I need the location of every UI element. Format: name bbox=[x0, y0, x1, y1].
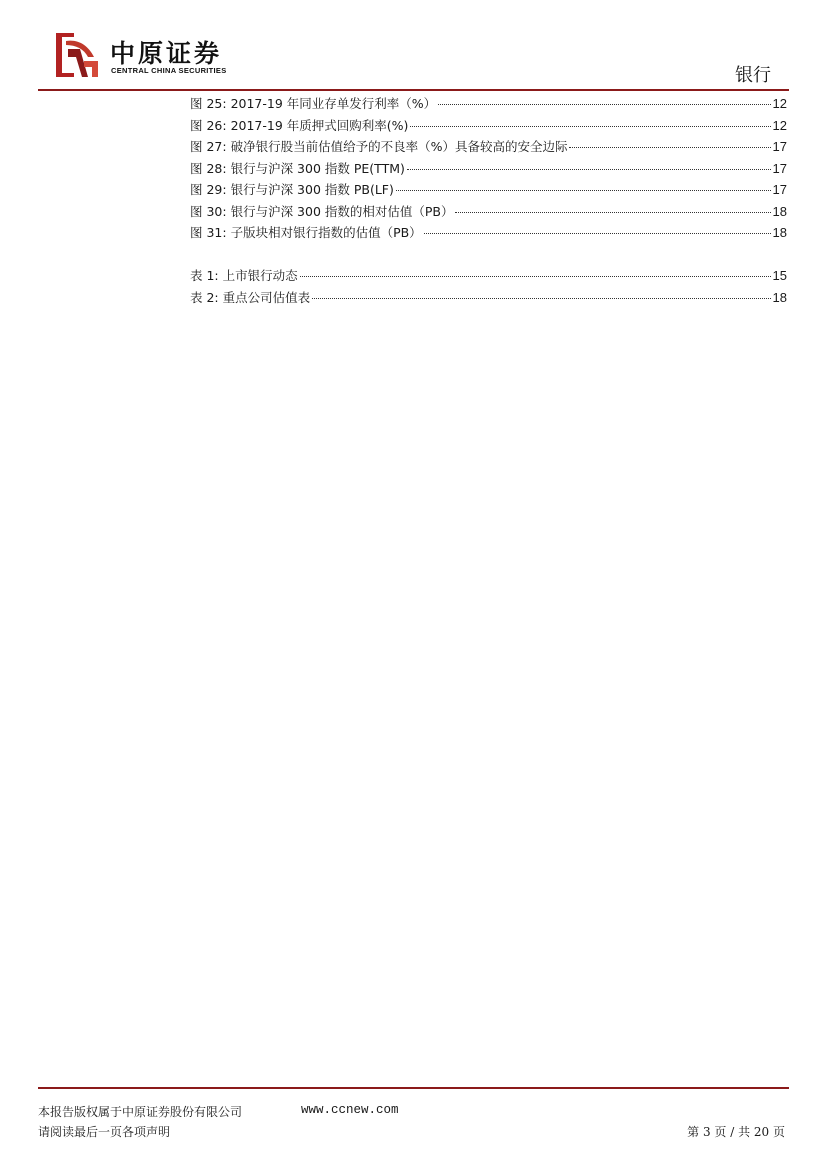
toc-entry-figure-31[interactable] bbox=[190, 222, 787, 244]
dot-leader bbox=[455, 212, 770, 213]
website-link[interactable]: www.ccnew.com bbox=[301, 1103, 399, 1117]
header-divider bbox=[38, 89, 789, 91]
toc-entry-label: 图 26: 2017-19 年质押式回购利率(%) bbox=[190, 117, 409, 133]
dot-leader bbox=[312, 298, 770, 299]
toc-entry-page: 12 bbox=[772, 96, 787, 111]
toc-entry-label: 图 29: 银行与沪深 300 指数 PB(LF) bbox=[190, 182, 394, 197]
toc-entry-label: 图 30: 银行与沪深 300 指数的相对估值（PB） bbox=[190, 203, 454, 219]
footer-divider bbox=[38, 1087, 789, 1089]
dot-leader bbox=[438, 104, 770, 105]
toc-entry-figure-30[interactable] bbox=[190, 201, 787, 223]
toc-entry-page: 18 bbox=[772, 289, 787, 305]
toc-entry-figure-27[interactable] bbox=[190, 136, 787, 158]
disclaimer-notice: 请阅读最后一页各项声明 bbox=[38, 1125, 171, 1139]
figure-list bbox=[190, 93, 787, 244]
company-logo-icon bbox=[54, 31, 102, 79]
toc-entry-page: 12 bbox=[772, 117, 787, 133]
toc-entry-page: 18 bbox=[772, 203, 787, 219]
toc-entry-label: 图 25: 2017-19 年同业存单发行利率（%） bbox=[190, 96, 437, 111]
dot-leader bbox=[569, 147, 770, 148]
table-list bbox=[190, 265, 787, 308]
toc-entry-table-1[interactable] bbox=[190, 265, 787, 287]
dot-leader bbox=[300, 276, 771, 277]
toc-entry-label: 表 1: 上市银行动态 bbox=[190, 268, 298, 283]
toc-entry-page: 18 bbox=[772, 225, 787, 240]
toc-entry-page: 15 bbox=[772, 268, 787, 283]
company-name-cn: 中原证券 bbox=[110, 39, 223, 68]
toc-entry-label: 图 28: 银行与沪深 300 指数 PE(TTM) bbox=[190, 160, 405, 176]
page-header bbox=[0, 0, 827, 92]
toc-entry-label: 图 31: 子版块相对银行指数的估值（PB） bbox=[190, 225, 422, 240]
toc-entry-figure-28[interactable] bbox=[190, 158, 787, 180]
toc-entry-page: 17 bbox=[772, 182, 787, 197]
company-name-en: CENTRAL CHINA SECURITIES bbox=[111, 66, 227, 75]
report-section-label: 银行 bbox=[735, 65, 771, 86]
page-number: 第 3 页 / 共 20 页 bbox=[687, 1125, 785, 1139]
toc-entry-figure-26[interactable] bbox=[190, 115, 787, 137]
toc-entry-figure-25[interactable] bbox=[190, 93, 787, 115]
toc-entry-figure-29[interactable] bbox=[190, 179, 787, 201]
toc-entry-label: 图 27: 破净银行股当前估值给予的不良率（%）具备较高的安全边际 bbox=[190, 139, 568, 154]
toc-entry-page: 17 bbox=[772, 139, 787, 154]
dot-leader bbox=[407, 169, 771, 170]
dot-leader bbox=[396, 190, 771, 191]
toc-entry-label: 表 2: 重点公司估值表 bbox=[190, 289, 311, 305]
dot-leader bbox=[424, 233, 771, 234]
dot-leader bbox=[410, 126, 770, 127]
copyright-notice: 本报告版权属于中原证券股份有限公司 bbox=[38, 1105, 243, 1119]
toc-entry-table-2[interactable] bbox=[190, 287, 787, 309]
toc-entry-page: 17 bbox=[772, 160, 787, 176]
